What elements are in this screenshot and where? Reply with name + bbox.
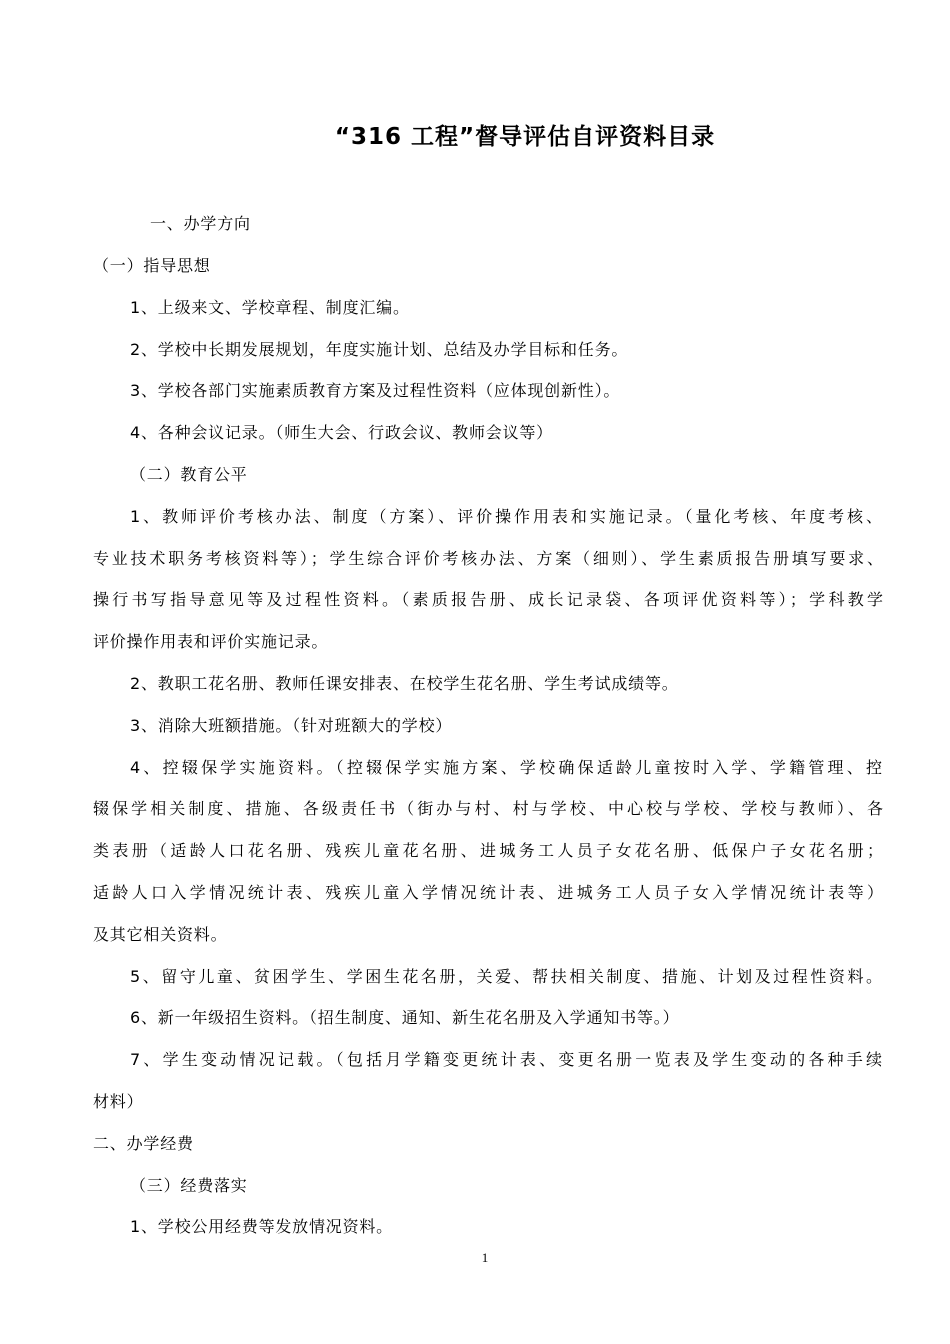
list-item-continuation: 专业技术职务考核资料等）；学生综合评价考核办法、方案（细则）、学生素质报告册填写要求、 — [93, 549, 883, 568]
list-item-continuation: 类表册（适龄人口花名册、残疾儿童花名册、进城务工人员子女花名册、低保户子女花名册； — [93, 841, 883, 860]
list-item-continuation: 适龄人口入学情况统计表、残疾儿童入学情况统计表、进城务工人员子女入学情况统计表等） — [93, 883, 883, 902]
subsection-heading-guiding-ideology: （一）指导思想 — [93, 256, 211, 275]
list-item-continuation: 操行书写指导意见等及过程性资料。（素质报告册、成长记录袋、各项评优资料等）；学科教学 — [93, 590, 883, 609]
list-item-continuation: 辍保学相关制度、措施、各级责任书（街办与村、村与学校、中心校与学校、学校与教师）、各 — [93, 799, 883, 818]
list-item: 4、控辍保学实施资料。（控辍保学实施方案、学校确保适龄儿童按时入学、学籍管理、控 — [130, 758, 882, 777]
document-title: “316 工程”督导评估自评资料目录 — [334, 124, 716, 150]
list-item: 1、上级来文、学校章程、制度汇编。 — [130, 298, 410, 317]
list-item: 2、教职工花名册、教师任课安排表、在校学生花名册、学生考试成绩等。 — [130, 674, 679, 693]
list-item: 3、消除大班额措施。（针对班额大的学校） — [130, 716, 453, 735]
list-item: 3、学校各部门实施素质教育方案及过程性资料（应体现创新性）。 — [130, 381, 621, 400]
list-item-continuation: 及其它相关资料。 — [93, 925, 228, 944]
list-item: 5、留守儿童、贫困学生、学困生花名册，关爱、帮扶相关制度、措施、计划及过程性资料。 — [130, 967, 882, 986]
list-item: 7、学生变动情况记载。（包括月学籍变更统计表、变更名册一览表及学生变动的各种手续 — [130, 1050, 882, 1069]
section-heading-school-funding: 二、办学经费 — [93, 1134, 194, 1153]
list-item: 1、教师评价考核办法、制度（方案）、评价操作用表和实施记录。（量化考核、年度考核、 — [130, 507, 882, 526]
list-item: 2、学校中长期发展规划，年度实施计划、总结及办学目标和任务。 — [130, 340, 629, 359]
page-number: 1 — [481, 1250, 489, 1265]
list-item-continuation: 评价操作用表和评价实施记录。 — [93, 632, 329, 651]
subsection-heading-funding-implementation: （三）经费落实 — [130, 1176, 248, 1195]
list-item: 4、各种会议记录。（师生大会、行政会议、教师会议等） — [130, 423, 553, 442]
section-heading-school-direction: 一、办学方向 — [150, 214, 251, 233]
subsection-heading-education-equity: （二）教育公平 — [130, 465, 248, 484]
list-item: 6、新一年级招生资料。（招生制度、通知、新生花名册及入学通知书等。） — [130, 1008, 680, 1027]
list-item-continuation: 材料） — [93, 1092, 144, 1111]
list-item: 1、学校公用经费等发放情况资料。 — [130, 1217, 393, 1236]
